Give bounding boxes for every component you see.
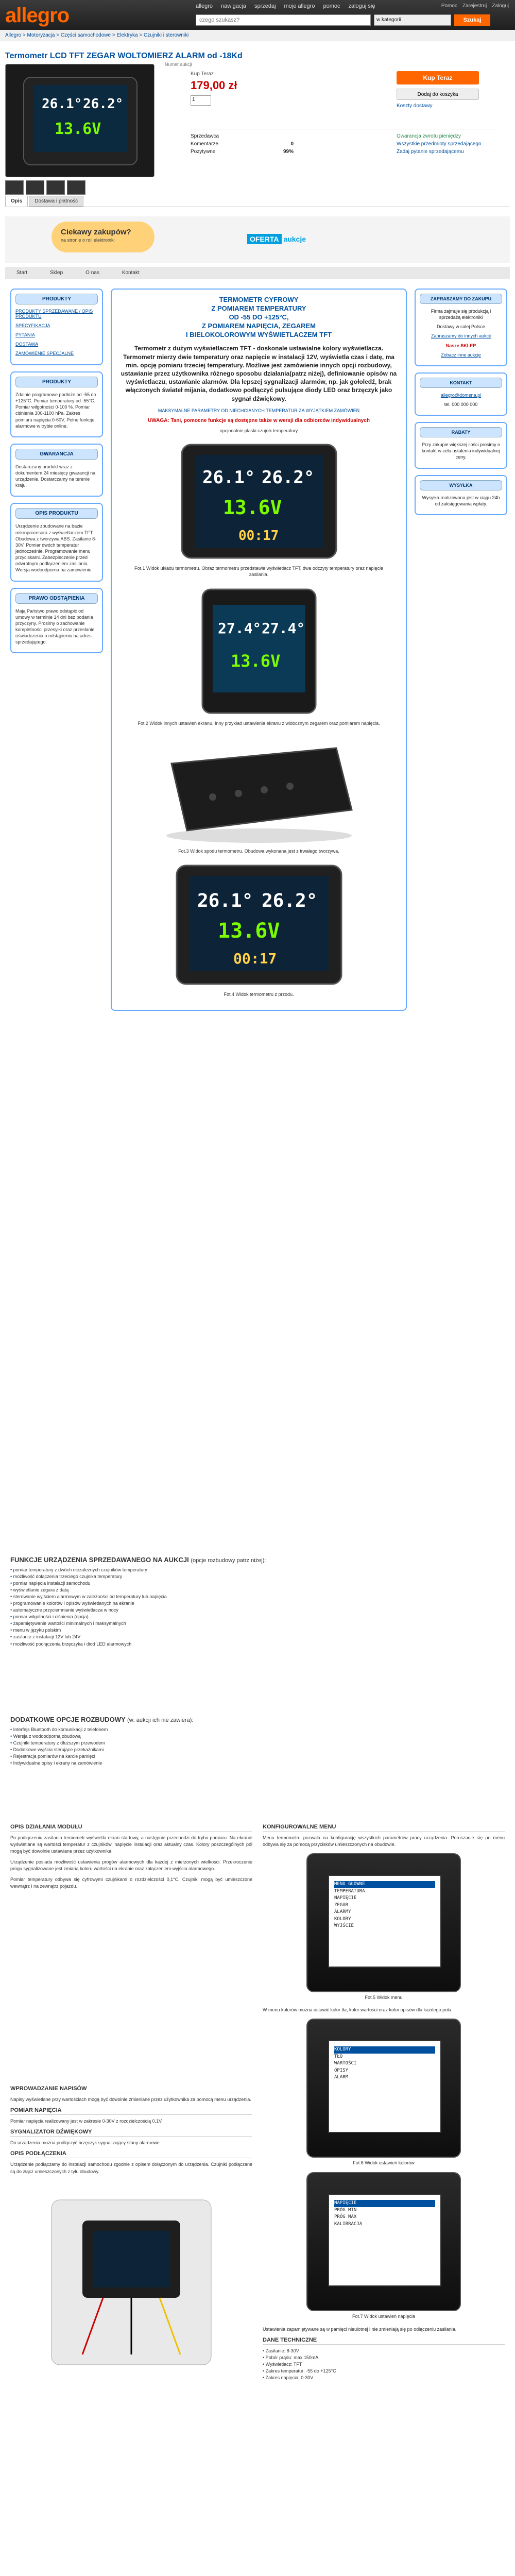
contact-phone: tel. 000 000 000 xyxy=(444,401,478,407)
fig4-reading-3: 13.6V xyxy=(217,919,280,943)
seller-value: 0 xyxy=(290,141,294,147)
section-heading: POMIAR NAPIĘCIA xyxy=(10,2107,252,2115)
right-box-shipping xyxy=(415,475,507,515)
buy-box xyxy=(191,71,489,109)
photo-reading-3: 13.6V xyxy=(55,120,101,138)
paragraph: Do urządzenia można podłączyć brzęczyk sygnalizujący stany alarmowe. xyxy=(10,2140,161,2146)
paragraph: Urządzenie posiada możliwość ustawienia progów alarmowych dla każdej z mierzonych wielkości. Przekroczenie progu sygnalizowane jest zmianą koloru wartości na ekranie oraz załączeniem wyjścia alarmowego. xyxy=(10,1859,252,1872)
thumbnail[interactable] xyxy=(67,180,85,195)
fig1-reading-1: 26.1° xyxy=(202,467,255,488)
list-item: • zasilanie z instalacji 12V lub 24V xyxy=(10,1634,505,1640)
paragraph: Po podłączeniu zasilania termometr wyświetla ekran startowy, a następnie przechodzi do trybu pomiaru. Na ekranie wyświetlane są wartości temperatur z czujników, napięcie instalacji oraz aktualny czas. Kolory poszczególnych pól mogą być dowolnie ustawiane przez użytkownika. xyxy=(10,1835,252,1854)
center-box xyxy=(111,289,407,1011)
thumbnail-strip xyxy=(5,180,85,195)
thumbnail[interactable] xyxy=(46,180,65,195)
top-nav xyxy=(196,3,375,9)
description-banner xyxy=(5,216,510,263)
list-item: • Zasilanie: 8-30V xyxy=(263,2348,505,2354)
menu-line: PRÓG MAX xyxy=(334,2214,357,2220)
seller-label: Sprzedawca xyxy=(191,133,219,139)
menu-line: KOLORY xyxy=(334,2046,435,2054)
seller-row xyxy=(191,133,294,139)
functions-list xyxy=(10,1567,505,1648)
paragraph: Ustawienia zapamiętywane są w pamięci nieulotnej i nie zmieniają się po odłączeniu zasilania. xyxy=(263,2326,457,2332)
list-item: • Indywidualne opisy i ekrany na zamówienie xyxy=(10,1760,505,1767)
functions-title xyxy=(10,1556,505,1564)
menu-2-caption: Fot.6 Widok ustawień kolorów xyxy=(353,2160,415,2166)
menu-device-2 xyxy=(306,2019,461,2158)
buy-now-button[interactable]: Kup Teraz xyxy=(397,71,479,84)
list-item: • pomiar wilgotności i ciśnienia (opcja) xyxy=(10,1614,505,1620)
menu-line: TEMPERATURA xyxy=(334,1888,365,1894)
sensor-note: opcjonalnie płaski czujnik temperatury xyxy=(219,428,298,434)
search-row xyxy=(196,14,490,26)
list-item: • Wyświetlacz: TFT xyxy=(263,2361,505,2368)
paragraph: Pomiar temperatury odbywa się cyfrowymi czujnikami o rozdzielczości 0,1°C. Czujniki mogą być umieszczone wewnątrz i na zewnątrz pojazdu. xyxy=(10,1877,252,1889)
list-item: • menu w języku polskim xyxy=(10,1627,505,1634)
fig1-reading-2: 26.2° xyxy=(261,467,314,488)
left-box-warranty xyxy=(10,444,103,497)
params-note: MAKSYMALNE PARAMETRY OD NIECHCIANYCH TEMPERATUR ZA WYJĄTKIEM ZAMÓWIEŃ xyxy=(158,408,360,413)
figure-2-caption: Fot.2 Widok innych ustawień ekranu. Inny przykład ustawienia ekranu z widocznym zegarem oraz pomiarem napięcia. xyxy=(138,720,380,726)
left-box-description xyxy=(10,503,103,581)
list-item: • możliwość dołączenia trzeciego czujnika temperatury xyxy=(10,1573,505,1580)
search-input[interactable] xyxy=(196,14,371,26)
options-list xyxy=(10,1726,505,1767)
list-item: • automatyczne przyciemnianie wyświetlacza w nocy xyxy=(10,1607,505,1614)
list-item: • Czujniki temperatury z dłuższym przewodem xyxy=(10,1740,505,1747)
list-item: • pomiar napięcia instalacji samochodu xyxy=(10,1580,505,1587)
menu-line: TŁO xyxy=(334,2054,343,2059)
paragraph: Menu termometru pozwala na konfigurację wszystkich parametrów pracy urządzenia. Poruszanie się po menu odbywa się za pomocą przycisków umieszczonych na obudowie. xyxy=(263,1835,505,1848)
right-box-head: KONTAKT xyxy=(420,378,502,388)
right-box-head: WYSYŁKA xyxy=(420,480,502,490)
right-box-invite xyxy=(415,289,507,366)
section-heading: SYGNALIZATOR DŹWIĘKOWY xyxy=(10,2129,252,2137)
left-link[interactable]: SPECYFIKACJA xyxy=(15,323,50,328)
left-column xyxy=(10,289,103,659)
menu-line: KOLORY xyxy=(334,1916,351,1922)
left-box-head: PRODUKTY xyxy=(15,377,98,387)
menu-line: MENU GŁÓWNE xyxy=(334,1881,435,1888)
seller-row xyxy=(191,149,294,155)
menu-line: WYJŚCIE xyxy=(334,1923,354,1929)
right-box-head: ZAPRASZAMY DO ZAKUPU xyxy=(420,294,502,304)
auction-number: Numer aukcji xyxy=(165,62,192,67)
options-title xyxy=(10,1716,505,1723)
tab-shipping[interactable]: Dostawa i płatność xyxy=(29,196,83,207)
left-box-text: Zdalnie programowe podłoże od -55 do +125°C. Pomiar temperatury od -55°C. Pomiar wilgotności 0-100 %. Pomiar ciśnienia 300-1100 hPa. Zakres pomiaru napięcia 0-60V. Pełne funkcje alarmowe w trybie online. xyxy=(15,392,96,429)
list-item: • pomiar temperatury z dwóch niezależnych czujników temperatury xyxy=(10,1567,505,1573)
guarantee-link[interactable]: Gwarancja zwrotu pieniędzy xyxy=(397,133,461,139)
search-button[interactable]: Szukaj xyxy=(454,14,490,26)
figure-4-thermometer-front xyxy=(166,860,352,989)
fig4-reading-1: 26.1° xyxy=(197,890,253,911)
menu-1-caption: Fot.5 Widok menu xyxy=(365,1995,403,2001)
options-section xyxy=(10,1716,505,1767)
tech-list xyxy=(263,2348,505,2381)
left-box-specs xyxy=(10,371,103,437)
right-box-text: Przy zakupie większej ilości prosimy o kontakt w celu ustalenia indywidualnej ceny. xyxy=(421,442,501,460)
fig2-reading-2: 27.4° xyxy=(261,619,305,637)
right-box-link[interactable]: Zobacz inne aukcje xyxy=(441,352,481,358)
banner-offer xyxy=(247,235,306,243)
wiring-diagram-photo xyxy=(10,2190,252,2375)
paragraph: Pomiar napięcia realizowany jest w zakresie 0-30V z rozdzielczością 0,1V. xyxy=(10,2119,163,2124)
shipping-cost-link[interactable]: Koszty dostawy xyxy=(397,103,433,109)
list-item: • wyświetlanie zegara z datą xyxy=(10,1587,505,1594)
figure-1-caption: Fot.1 Widok układu termometru. Obraz termometru przedstawia wyświetlacz TFT, dwa odczyty temperatury oraz napięcie zasilania. xyxy=(134,566,383,578)
center-content xyxy=(111,289,407,1011)
left-link[interactable]: DOSTAWA xyxy=(15,342,39,347)
section-heading: OPIS PODŁĄCZENIA xyxy=(10,2150,252,2158)
left-box-return xyxy=(10,588,103,654)
menu-line: ALARM xyxy=(334,2075,349,2080)
fig4-reading-2: 26.2° xyxy=(261,890,317,911)
description-right xyxy=(263,1824,505,2381)
list-item: • Interfejs Bluetooth do komunikacji z telefonem xyxy=(10,1726,505,1733)
product-photo-svg xyxy=(6,64,155,178)
thermometer-lead: Termometr z dużym wyświetlaczem TFT - doskonale ustawialne kolory wyświetlacza. Termometr mierzy dwie temperatury oraz napięcie w instalacji 12V, wyświetla czas i datę, ma min. opcję pomiaru trzeciej temperatury. Możliwe jest zamówienie innych opcji rozbudowy, ustawianie przez użytkownika różnego sposobu działania(patrz niżej), definiowanie opisów na wyświetlaczu, ustawianie alarmów. Dla lepszej sygnalizacji alarmów, np. jak gołoledź, brak włączonych świateł mijania, dodatkowo podłączyć pulsujące diody LED oraz brzęczyk jako sygnał dźwiękowy. xyxy=(121,345,397,402)
section-heading: WPROWADZANIE NAPISÓW xyxy=(10,2086,252,2093)
thumbnail[interactable] xyxy=(5,180,24,195)
store-menu-item[interactable]: Start xyxy=(16,270,28,276)
right-box-shop[interactable]: Nasze SKLEP xyxy=(445,343,476,348)
photo-reading-2: 26.2° xyxy=(83,96,124,112)
top-nav-item[interactable]: allegro xyxy=(196,3,213,9)
buy-now-label: Kup Teraz xyxy=(191,71,214,77)
menu-line: ZEGAR xyxy=(334,1902,349,1908)
top-nav-item[interactable]: zaloguj się xyxy=(348,3,375,9)
seller-label: Komentarze xyxy=(191,141,218,147)
list-item: • Zakres temperatur: -55 do +125°C xyxy=(263,2368,505,2375)
right-column xyxy=(415,289,507,521)
top-bar xyxy=(0,0,515,30)
functions-section xyxy=(10,1556,505,1648)
menu-screen xyxy=(328,2194,441,2286)
list-item: • zapamiętywanie wartości minimalnych i maksymalnych xyxy=(10,1620,505,1627)
left-box-text: Urządzenie zbudowane na bazie mikroprocesora z wyświetlaczem TFT. Obudowa z tworzywa ABS. Zasilanie 8-30V. Pomiar dwóch temperatur jednocześnie. Programowanie menu przyciskami. Zabezpieczenie przed odwrotnym podłączeniem zasilania. Wersja wodoodporna na zamówienie. xyxy=(15,523,97,573)
list-item: • programowanie kolorów i opisów wyświetlanych na ekranie xyxy=(10,1600,505,1607)
banner-speech-bubble xyxy=(52,222,154,252)
top-nav-item[interactable]: pomoc xyxy=(323,3,340,9)
store-menu-item[interactable]: Sklep xyxy=(50,270,63,276)
section-heading: OPIS DZIAŁANIA MODUŁU xyxy=(10,1824,252,1832)
product-tabs xyxy=(5,196,83,207)
figure-2-thermometer xyxy=(197,584,321,718)
menu-screen xyxy=(328,1875,441,1968)
help-link[interactable]: Pomoc xyxy=(441,3,457,9)
left-box-products xyxy=(10,289,103,365)
section-heading: KONFIGUROWALNE MENU xyxy=(263,1824,505,1832)
fig4-reading-4: 00:17 xyxy=(233,950,277,967)
figure-3-thermometer-back xyxy=(151,733,367,846)
product-title: Termometr LCD TFT ZEGAR WOLTOMIERZ ALARM od -18Kd xyxy=(5,52,243,60)
menu-device-3 xyxy=(306,2172,461,2311)
search-category-select[interactable]: w kategorii xyxy=(374,14,451,26)
seller-row xyxy=(191,141,294,147)
breadcrumb-path[interactable]: Allegro > Motoryzacja > Części samochodowe > Elektryka > Czujniki i sterowniki xyxy=(5,32,189,38)
seller-label: Pozytywne xyxy=(191,149,216,155)
menu-line: OPISY xyxy=(334,2067,349,2073)
fig2-reading-1: 27.4° xyxy=(217,619,261,637)
right-box-text: Firma zajmuje się produkcją i sprzedażą elektroniki xyxy=(431,309,491,320)
list-item: • Dodatkowe wyjścia sterujące przekaźnikami xyxy=(10,1747,505,1753)
tab-description[interactable]: Opis xyxy=(5,196,28,207)
breadcrumb xyxy=(0,30,515,41)
left-link[interactable]: ZAMÓWIENIE SPECJALNE xyxy=(15,351,74,356)
top-links xyxy=(441,3,509,9)
functions-title-text: FUNKCJE URZĄDZENIA SPRZEDAWANEGO NA AUKCJI xyxy=(10,1556,189,1564)
functions-title-sub: (opcje rozbudowy patrz niżej): xyxy=(191,1557,266,1564)
paragraph: Urządzenie podłączamy do instalacji samochodu zgodnie z opisem dołączonym do urządzenia. Czujniki podłączane są do złącz umieszczonych z tyłu obudowy. xyxy=(10,2162,252,2174)
left-box-text: Mają Państwo prawo odstąpić od umowy w terminie 14 dni bez podania przyczyny. Prosimy o zachowanie kompletności przesyłki oraz przesłanie oświadczenia o odstąpieniu na adres sprzedającego. xyxy=(15,608,95,645)
list-item: • Zakres napięcia: 0-30V xyxy=(263,2375,505,2381)
fig1-reading-4: 00:17 xyxy=(238,528,279,544)
login-link[interactable]: Zaloguj xyxy=(492,3,509,9)
guarantees xyxy=(397,133,489,157)
right-box-head: RABATY xyxy=(420,427,502,437)
figure-4-caption: Fot.4 Widok termometru z przodu. xyxy=(224,991,294,997)
options-title-text: DODATKOWE OPCJE ROZBUDOWY xyxy=(10,1716,126,1723)
seller-box xyxy=(191,129,494,185)
banner-offer-sub: aukcje xyxy=(283,235,306,243)
product-photo[interactable] xyxy=(5,64,154,177)
left-box-head: PRODUKTY xyxy=(15,294,98,304)
contact-email[interactable]: allegro@domena.pl xyxy=(440,392,482,398)
thumbnail[interactable] xyxy=(26,180,44,195)
right-box-text: Wysyłka realizowana jest w ciągu 24h od zaksięgowania wpłaty. xyxy=(422,495,500,506)
banner-offer-highlight: OFERTA xyxy=(247,234,282,244)
price: 179,00 zł xyxy=(191,79,237,92)
store-menu-item[interactable]: O nas xyxy=(85,270,99,276)
menu-line: PRÓG MIN xyxy=(334,2207,357,2213)
fig1-reading-3: 13.6V xyxy=(222,496,282,519)
fig2-reading-3: 13.6V xyxy=(230,651,280,671)
section-heading: DANE TECHNICZNE xyxy=(263,2337,505,2345)
thermometer-title: TERMOMETR CYFROWY Z POMIAREM TEMPERATURY OD -55 DO +125°C, Z POMIAREM NAPIĘCIA, ZEGAREM I BIELOKOLOROWYM WYŚWIETLACZEM TFT xyxy=(185,296,332,338)
add-to-cart-button[interactable]: Dodaj do koszyka xyxy=(397,89,479,100)
banner-speech-sub: na stronie o roli elektroniki xyxy=(61,238,115,243)
right-box-discounts xyxy=(415,422,507,468)
list-item: • sterowanie wyjściem alarmowym w zależności od temperatury lub napięcia xyxy=(10,1594,505,1600)
store-menu-item[interactable]: Kontakt xyxy=(122,270,140,276)
top-nav-item[interactable]: moje allegro xyxy=(284,3,315,9)
menu-line: WARTOŚCI xyxy=(334,2061,357,2066)
left-box-text: Dostarczany produkt wraz z dokumentem 24 miesięcy gwarancji na urządzenie. Dostarczamy na terenie kraju. xyxy=(15,464,96,488)
banner-speech-title: Ciekawy zakupów? xyxy=(61,228,131,236)
figure-1-thermometer xyxy=(177,439,341,563)
left-box-head: OPIS PRODUKTU xyxy=(15,508,98,519)
right-box-link[interactable]: Zapraszamy do innych aukcji xyxy=(431,333,491,339)
register-link[interactable]: Zarejestruj xyxy=(462,3,487,9)
left-link[interactable]: PYTANIA xyxy=(15,332,35,337)
menu-screen xyxy=(328,2040,441,2133)
ask-seller-link[interactable]: Zadaj pytanie sprzedającemu xyxy=(397,149,464,155)
top-nav-item[interactable]: nawigacja xyxy=(221,3,246,9)
menu-line: KALIBRACJA xyxy=(334,2221,363,2227)
list-item: • możliwość podłączenia brzęczyka i diod LED alarmowych xyxy=(10,1641,505,1648)
paragraph: Napisy wyświetlane przy wartościach mogą być dowolnie zmieniane przez użytkownika za pomocą menu urządzenia. xyxy=(10,2097,251,2103)
left-box-head: GWARANCJA xyxy=(15,449,98,460)
seller-value: 99% xyxy=(283,149,294,155)
list-item: • Pobór prądu: max 150mA xyxy=(263,2354,505,2361)
left-box-head: PRAWO ODSTĄPIENIA xyxy=(15,593,98,604)
menu-device-1 xyxy=(306,1853,461,1992)
menu-line: NAPIĘCIE xyxy=(334,2200,435,2207)
top-nav-item[interactable]: sprzedaj xyxy=(254,3,276,9)
quantity-input[interactable]: 1 xyxy=(191,95,211,106)
menu-line: NAPIĘCIE xyxy=(334,1895,357,1901)
menu-line: ALARMY xyxy=(334,1909,351,1915)
photo-reading-1: 26.1° xyxy=(42,96,82,112)
list-item: • Wersja z wodoodporną obudową xyxy=(10,1733,505,1740)
menu-3-caption: Fot.7 Widok ustawień napięcia xyxy=(352,2314,416,2319)
seller-items-link[interactable]: Wszystkie przedmioty sprzedającego xyxy=(397,141,482,147)
warning-note: UWAGA: Tani, pomocne funkcje są dostępne także w wersji dla odbiorców indywidualnych xyxy=(148,417,370,423)
left-link[interactable]: PRODUKTY SPRZEDAWANE / OPIS PRODUKTU xyxy=(15,309,93,319)
list-item: • Rejestracja pomiarów na karcie pamięci xyxy=(10,1753,505,1760)
options-title-sub: (w: aukcji ich nie zawiera): xyxy=(127,1717,194,1723)
allegro-logo[interactable]: allegro xyxy=(5,4,70,27)
right-box-contact xyxy=(415,372,507,416)
paragraph: W menu kolorów można ustawić kolor tła, kolor wartości oraz kolor opisów dla każdego pola. xyxy=(263,2007,453,2013)
description-left xyxy=(10,1824,252,2377)
right-box-text: Dostawy w całej Polsce xyxy=(436,324,486,330)
figure-3-caption: Fot.3 Widok spodu termometru. Obudowa wykonana jest z trwałego tworzywa. xyxy=(178,848,339,854)
store-menu xyxy=(5,267,510,279)
